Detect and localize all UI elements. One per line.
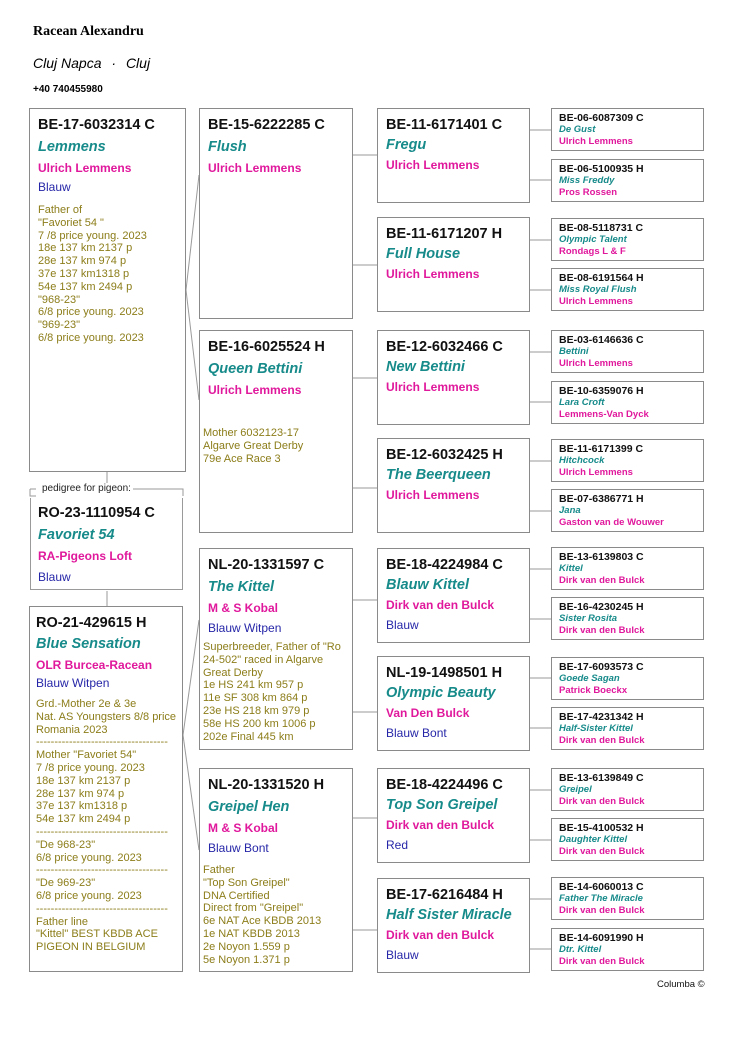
ggg-ring: BE-17-4231342 H	[559, 711, 644, 723]
mother-color: Blauw Witpen	[36, 676, 110, 690]
great-grandparent-ring: BE-18-4224496 C	[386, 777, 503, 793]
ggg-ring: BE-13-6139803 C	[559, 551, 644, 563]
footer-credit: Columba ©	[657, 979, 705, 990]
father-notes: Father of "Favoriet 54 " 7 /8 price young. 2023 18e 137 km 2137 p 28e 137 km 974 p 37e 137 km1318 p 54e 137 km 2494 p "968-23" 6/8 price young. 2023 "969-23" 6/8 price young. 2023	[38, 204, 147, 344]
ggg-name: Half-Sister Kittel	[559, 723, 633, 734]
ggg-breeder: Dirk van den Bulck	[559, 575, 645, 586]
great-grandparent-ring: BE-11-6171207 H	[386, 226, 503, 242]
grandparent-name: The Kittel	[208, 579, 275, 595]
great-grandparent-ring: BE-12-6032466 C	[386, 339, 503, 355]
grandparent-notes: Mother 6032123-17 Algarve Great Derby 79e Ace Race 3	[203, 427, 304, 465]
ggg-breeder: Rondags L & F	[559, 246, 626, 257]
ggg-name: De Gust	[559, 124, 596, 135]
great-grandparent-color: Blauw Bont	[386, 726, 447, 740]
subject-frame-line-right	[133, 489, 183, 496]
grandparent-name: Queen Bettini	[208, 361, 303, 377]
father-name: Lemmens	[38, 139, 106, 155]
grandparent-name: Flush	[208, 139, 247, 155]
great-grandparent-breeder: Ulrich Lemmens	[386, 267, 480, 281]
great-great-grandparent-card[interactable]	[551, 928, 704, 971]
grandparent-card[interactable]	[199, 548, 353, 750]
ggg-breeder: Dirk van den Bulck	[559, 796, 645, 807]
grandparent-color: Blauw Bont	[208, 841, 269, 855]
great-great-grandparent-card[interactable]	[551, 707, 704, 750]
grandparent-ring: NL-20-1331520 H	[208, 777, 325, 793]
ggg-ring: BE-14-6060013 C	[559, 881, 644, 893]
pedigree-label: pedigree for pigeon:	[42, 483, 131, 494]
great-grandparent-name: Full House	[386, 246, 461, 262]
ggg-name: Goede Sagan	[559, 673, 620, 684]
ggg-name: Dtr. Kittel	[559, 944, 602, 955]
great-grandparent-ring: BE-11-6171401 C	[386, 117, 503, 133]
great-grandparent-card[interactable]	[377, 878, 530, 973]
owner-phone: +40 740455980	[33, 84, 103, 95]
great-great-grandparent-card[interactable]	[551, 877, 704, 920]
great-grandparent-name: Fregu	[386, 137, 427, 153]
great-grandparent-color: Blauw	[386, 618, 419, 632]
ggg-breeder: Patrick Boeckx	[559, 685, 628, 696]
great-grandparent-breeder: Ulrich Lemmens	[386, 488, 480, 502]
ggg-ring: BE-03-6146636 C	[559, 334, 644, 346]
mother-notes: Grd.-Mother 2e & 3e Nat. AS Youngsters 8/8 price Romania 2023 ------------------------------------ Mother "Favoriet 54" 7 /8 price young. 2023 18e 137 km 2137 p 28e 137 km 974 p 37e 137 km1318 p 54e 137 km 2494 p ------------------------------------ "De 968-23" 6/8 price young. 2023 ------------------------------------ "De 969-23" 6/8 price young. 2023 ------------------------------------ Father line "Kittel" BEST KBDB ACE PIGEON IN BELGIUM	[36, 698, 177, 954]
great-great-grandparent-card[interactable]	[551, 268, 704, 311]
ggg-ring: BE-06-6087309 C	[559, 112, 644, 124]
great-grandparent-card[interactable]	[377, 656, 530, 751]
ggg-name: Daughter Kittel	[559, 834, 628, 845]
ggg-ring: BE-15-4100532 H	[559, 822, 644, 834]
father-card[interactable]	[29, 108, 186, 472]
ggg-ring: BE-07-6386771 H	[559, 493, 644, 505]
great-grandparent-card[interactable]	[377, 548, 530, 643]
great-grandparent-card[interactable]	[377, 768, 530, 863]
great-grandparent-ring: BE-12-6032425 H	[386, 447, 503, 463]
great-grandparent-name: Top Son Greipel	[386, 797, 498, 813]
great-grandparent-breeder: Van Den Bulck	[386, 706, 470, 720]
great-grandparent-ring: NL-19-1498501 H	[386, 665, 503, 681]
mother-ring: RO-21-429615 H	[36, 615, 147, 631]
subject-ring: RO-23-1110954 C	[38, 505, 155, 521]
ggg-breeder: Ulrich Lemmens	[559, 467, 633, 478]
ggg-name: Jana	[559, 505, 581, 516]
ggg-ring: BE-13-6139849 C	[559, 772, 644, 784]
great-grandparent-color: Red	[386, 838, 409, 852]
great-great-grandparent-card[interactable]	[551, 159, 704, 202]
great-grandparent-breeder: Dirk van den Bulck	[386, 818, 495, 832]
great-great-grandparent-card[interactable]	[551, 439, 704, 482]
ggg-name: Miss Freddy	[559, 175, 615, 186]
grandparent-card[interactable]	[199, 330, 353, 533]
great-grandparent-name: New Bettini	[386, 359, 465, 375]
ggg-ring: BE-10-6359076 H	[559, 385, 644, 397]
ggg-ring: BE-08-5118731 C	[559, 222, 644, 234]
ggg-name: Olympic Talent	[559, 234, 627, 245]
great-grandparent-card[interactable]	[377, 217, 530, 312]
ggg-breeder: Dirk van den Bulck	[559, 735, 645, 746]
ggg-breeder: Lemmens-Van Dyck	[559, 409, 649, 420]
ggg-name: Hitchcock	[559, 455, 605, 466]
great-grandparent-breeder: Ulrich Lemmens	[386, 380, 480, 394]
great-great-grandparent-card[interactable]	[551, 381, 704, 424]
great-grandparent-card[interactable]	[377, 330, 530, 425]
grandparent-ring: BE-15-6222285 C	[208, 117, 325, 133]
grandparent-breeder: Ulrich Lemmens	[208, 383, 302, 397]
grandparent-ring: BE-16-6025524 H	[208, 339, 325, 355]
ggg-name: Sister Rosita	[559, 613, 618, 624]
mother-name: Blue Sensation	[36, 636, 141, 652]
great-grandparent-card[interactable]	[377, 108, 530, 203]
subject-name: Favoriet 54	[38, 527, 115, 543]
ggg-breeder: Dirk van den Bulck	[559, 905, 645, 916]
great-grandparent-card[interactable]	[377, 438, 530, 533]
ggg-ring: BE-16-4230245 H	[559, 601, 644, 613]
ggg-name: Kittel	[559, 563, 583, 574]
grandparent-breeder: Ulrich Lemmens	[208, 161, 302, 175]
great-great-grandparent-card[interactable]	[551, 818, 704, 861]
great-grandparent-name: Half Sister Miracle	[386, 907, 512, 923]
ggg-breeder: Ulrich Lemmens	[559, 358, 633, 369]
ggg-breeder: Ulrich Lemmens	[559, 136, 633, 147]
ggg-ring: BE-06-5100935 H	[559, 163, 644, 175]
location-separator: ·	[111, 55, 117, 71]
ggg-breeder: Dirk van den Bulck	[559, 625, 645, 636]
grandparent-notes: Father "Top Son Greipel" DNA Certified Direct from "Greipel" 6e NAT Ace KBDB 2013 1e NAT KBDB 2013 2e Noyon 1.559 p 5e Noyon 1.371 p	[203, 864, 322, 966]
great-grandparent-color: Blauw	[386, 948, 419, 962]
ggg-breeder: Gaston van de Wouwer	[559, 517, 664, 528]
grandparent-notes: Superbreeder, Father of "Ro 24-502" raced in Algarve Great Derby 1e HS 241 km 957 p 11e SF 308 km 864 p 23e HS 218 km 979 p 58e HS 200 km 1006 p 202e Final 445 km	[203, 641, 341, 743]
great-grandparent-breeder: Dirk van den Bulck	[386, 928, 495, 942]
ggg-breeder: Dirk van den Bulck	[559, 846, 645, 857]
subject-card[interactable]	[30, 498, 183, 590]
grandparent-color: Blauw Witpen	[208, 621, 282, 635]
ggg-name: Bettini	[559, 346, 589, 357]
father-color: Blauw	[38, 180, 71, 194]
grandparent-card[interactable]	[199, 768, 353, 972]
mother-card[interactable]	[29, 606, 183, 972]
great-grandparent-ring: BE-18-4224984 C	[386, 557, 503, 573]
ggg-name: Lara Croft	[559, 397, 605, 408]
great-grandparent-breeder: Dirk van den Bulck	[386, 598, 495, 612]
great-grandparent-name: The Beerqueen	[386, 467, 491, 483]
great-great-grandparent-card[interactable]	[551, 330, 704, 373]
mother-breeder: OLR Burcea-Racean	[36, 658, 153, 672]
ggg-breeder: Dirk van den Bulck	[559, 956, 645, 967]
ggg-ring: BE-14-6091990 H	[559, 932, 644, 944]
grandparent-breeder: M & S Kobal	[208, 821, 279, 835]
great-great-grandparent-card[interactable]	[551, 597, 704, 640]
great-great-grandparent-card[interactable]	[551, 108, 704, 151]
great-great-grandparent-card[interactable]	[551, 547, 704, 590]
great-grandparent-name: Blauw Kittel	[386, 577, 469, 593]
ggg-name: Greipel	[559, 784, 592, 795]
great-great-grandparent-card[interactable]	[551, 218, 704, 261]
great-grandparent-breeder: Ulrich Lemmens	[386, 158, 480, 172]
grandparent-breeder: M & S Kobal	[208, 601, 279, 615]
grandparent-name: Greipel Hen	[208, 799, 290, 815]
great-great-grandparent-card[interactable]	[551, 489, 704, 532]
ggg-ring: BE-17-6093573 C	[559, 661, 644, 673]
great-great-grandparent-card[interactable]	[551, 768, 704, 811]
owner-name: Racean Alexandru	[33, 24, 144, 39]
ggg-name: Miss Royal Flush	[559, 284, 637, 295]
owner-region: Cluj	[125, 55, 151, 71]
father-ring: BE-17-6032314 C	[38, 117, 155, 133]
ggg-ring: BE-08-6191564 H	[559, 272, 644, 284]
grandparent-ring: NL-20-1331597 C	[208, 557, 325, 573]
great-great-grandparent-card[interactable]	[551, 657, 704, 700]
ggg-breeder: Ulrich Lemmens	[559, 296, 633, 307]
subject-frame-line	[30, 489, 36, 496]
grandparent-card[interactable]	[199, 108, 353, 319]
subject-breeder: RA-Pigeons Loft	[38, 549, 132, 563]
ggg-breeder: Pros Rossen	[559, 187, 618, 198]
subject-color: Blauw	[38, 570, 71, 584]
great-grandparent-name: Olympic Beauty	[386, 685, 496, 701]
great-grandparent-ring: BE-17-6216484 H	[386, 887, 503, 903]
owner-city: Cluj Napca	[33, 55, 102, 71]
ggg-ring: BE-11-6171399 C	[559, 443, 644, 455]
father-breeder: Ulrich Lemmens	[38, 161, 132, 175]
ggg-name: Father The Miracle	[559, 893, 643, 904]
